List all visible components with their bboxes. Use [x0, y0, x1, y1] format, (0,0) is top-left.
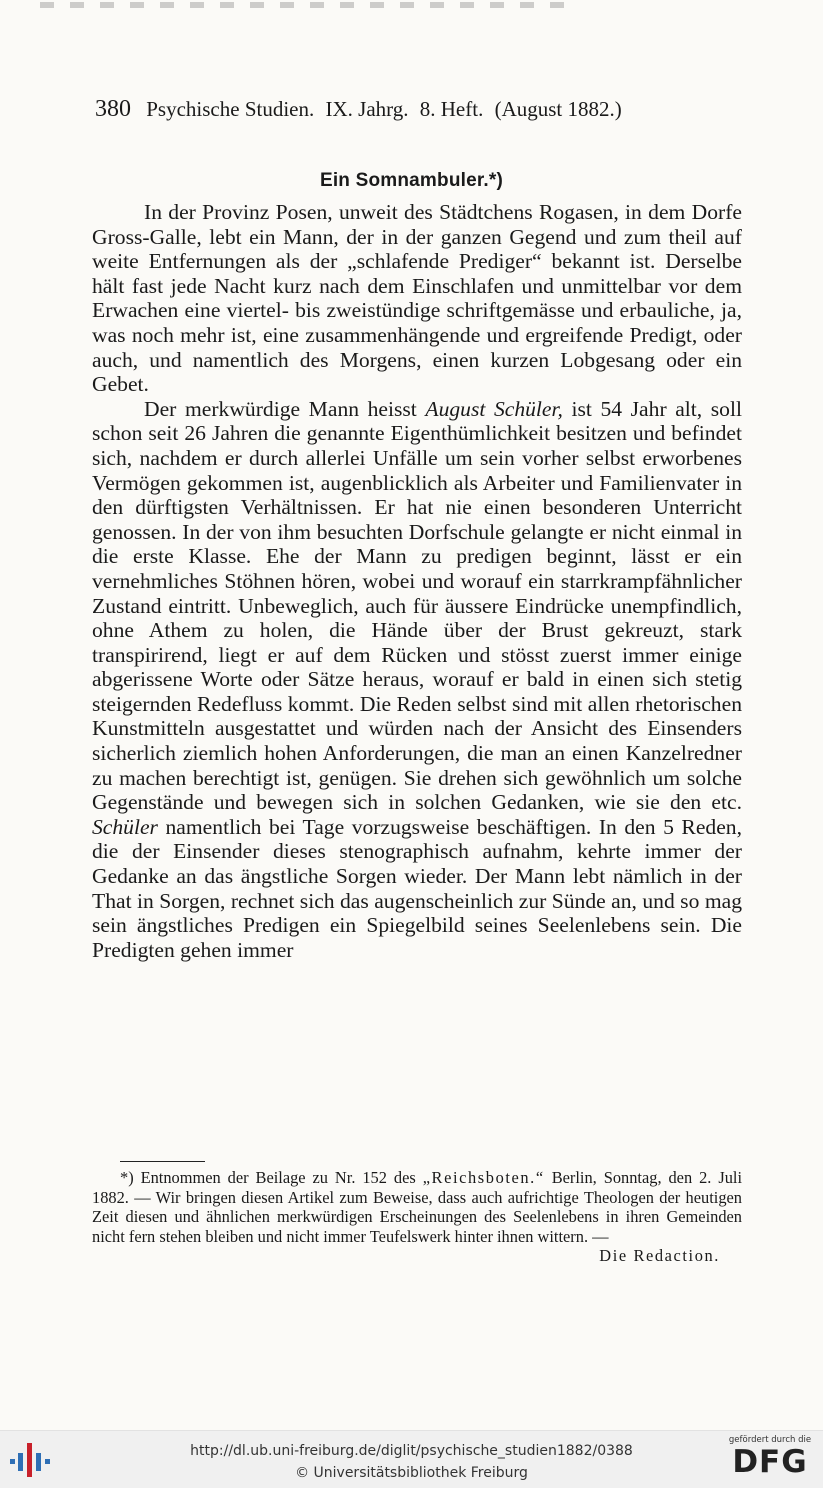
issue-date: (August 1882.) — [494, 97, 622, 121]
p2-after: namentlich bei Tage vorzugsweise beschäftigen. In den 5 Reden, die der Einsender dieses stenographisch aufnahm, kehrte immer der Gedanke an das ängstliche Sorgen wieder. Der Mann lebt nämlich in der That in Sorgen, rechnet sich das augenscheinlich zur Sünde an, und so mag sein ängstliches Predigen ein Spiegelbild seines Seelenlebens sein. Die Predigten gehen immer — [92, 814, 742, 962]
dfg-caption: gefördert durch die — [728, 1435, 812, 1445]
footnote-rule — [120, 1161, 205, 1162]
paragraph-1: In der Provinz Posen, unweit des Städtchens Rogasen, in dem Dorfe Gross-Galle, lebt ein Mann, der in der ganzen Gegend und zum theil auf weite Entfernungen als der „schlafende Prediger“ bekannt ist. Derselbe hält fast jede Nacht kurz nach dem Einschlafen und unmittelbar vor dem Erwachen eine viertel- bis zweistündige schriftgemässe und erbauliche, ja, was noch mehr ist, eine zusammenhängende und ergreifende Predigt, oder auch, und namentlich des Morgens, einen kurzen Lobgesang oder ein Gebet. — [92, 200, 742, 397]
paragraph-2 — [92, 397, 742, 963]
footnote — [92, 1168, 742, 1266]
dfg-wordmark: DFG — [732, 1444, 808, 1480]
person-name: August Schüler, — [425, 396, 563, 421]
running-head — [95, 96, 745, 126]
person-name-2: Schüler — [92, 814, 158, 839]
viewer-footer — [0, 1430, 823, 1488]
footnote-before: *) Entnommen der Beilage zu Nr. 152 des — [120, 1168, 423, 1187]
copyright-notice: © Universitätsbibliothek Freiburg — [295, 1465, 528, 1481]
journal-title: Psychische Studien. — [146, 97, 315, 121]
footnote-source: „Reichsboten.“ — [422, 1168, 545, 1187]
page-number: 380 — [95, 96, 131, 122]
footnote-body: Berlin, Sonntag, den 2. Juli 1882. — Wir bringen diesen Artikel zum Beweise, dass auch aufrichtige Theologen der heutigen Zeit diesen und ähnlichen merkwürdigen Erscheinungen des Seelenlebens in ihren Gemeinden nicht fern stehen bleiben und nicht immer Teufelswerk hinter ihnen wittern. — — [92, 1168, 742, 1246]
issue-label: 8. Heft. — [419, 97, 484, 121]
p2-before: Der merkwürdige Mann heisst — [144, 396, 426, 421]
footnote-signature: Die Redaction. — [599, 1246, 720, 1266]
volume-label: IX. Jahrg. — [325, 97, 409, 121]
article-title: Ein Somnambuler.*) — [319, 170, 504, 191]
scan-artifact — [40, 2, 580, 8]
footnote-text — [92, 1168, 742, 1266]
permalink-url[interactable]: http://dl.ub.uni-freiburg.de/diglit/psychische_studien1882/0388 — [190, 1443, 633, 1459]
p2-middle: ist 54 Jahr alt, soll schon seit 26 Jahren die genannte Eigenthümlichkeit besitzen und befindet sich, nachdem er durch allerlei Unfälle um sein vorher selbst erworbenes Vermögen gekommen ist, augenblicklich als Arbeiter und Familienvater in den dürftigsten Verhältnissen. Er hat nie einen besonderen Unterricht genossen. In der von ihm besuchten Dorfschule gelangte er nicht einmal in die erste Klasse. Ehe der Mann zu predigen beginnt, lässt er ein vernehmliches Stöhnen hören, wobei und worauf ein starrkrampfähnlicher Zustand eintritt. Unbeweglich, auch für äussere Eindrücke unempfindlich, ohne Athem zu holen, die Hände über der Brust gekreuzt, stark transpirirend, liegt er auf dem Rücken und stösst zuerst immer einige abgerissene Worte oder Sätze heraus, worauf er bald in einen sich stetig steigernden Redefluss kommt. Die Reden selbst sind mit allen rhetorischen Kunstmitteln ausgestattet und würden nach der Ansicht des Einsenders sicherlich ziemlich hohen Anforderungen, die man an einen Kanzelredner zu machen berechtigt ist, genügen. Sie drehen sich gewöhnlich um solche Gegenstände und bewegen sich in solchen Gedanken, wie sie den etc. — [92, 396, 742, 815]
dfg-logo-icon[interactable] — [725, 1435, 815, 1485]
article-body — [92, 200, 742, 962]
